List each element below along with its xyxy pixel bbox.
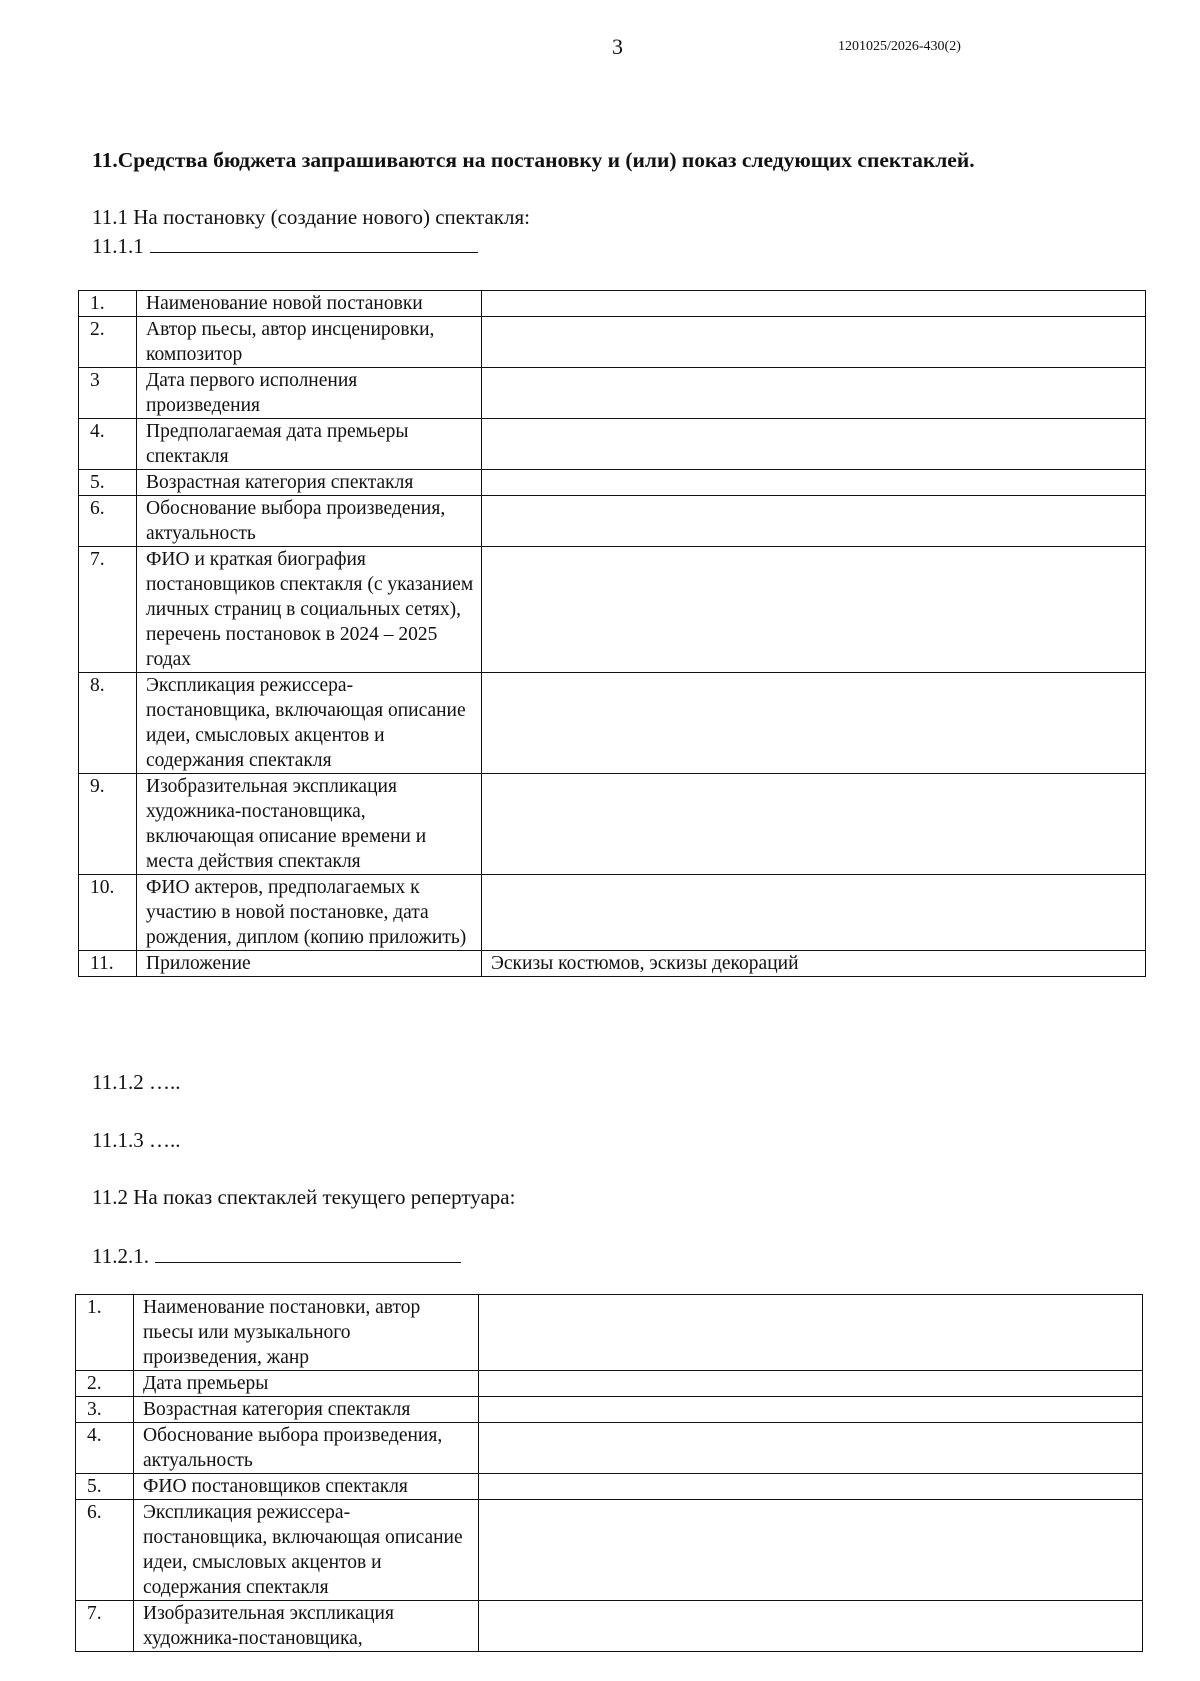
row-label: Предполагаемая дата премьеры спектакля (137, 419, 482, 470)
row-number: 1. (79, 291, 137, 317)
row-value[interactable] (482, 875, 1146, 951)
row-label: ФИО и краткая биография постановщиков спектакля (с указанием личных страниц в социальных сетях), перечень постановок в 2024 – 2025 годах (137, 547, 482, 673)
table-row (79, 291, 1146, 317)
section-heading: 11.Средства бюджета запрашиваются на постановку и (или) показ следующих спектаклей. (92, 148, 975, 172)
row-label: Приложение (137, 951, 482, 977)
table-row (79, 875, 1146, 951)
row-label: Изобразительная экспликация художника-постановщика, (134, 1601, 479, 1652)
row-value[interactable] (479, 1371, 1143, 1397)
item-11-1-3: 11.1.3 ….. (92, 1128, 181, 1152)
row-number: 3. (76, 1397, 134, 1423)
table-row (79, 496, 1146, 547)
row-label: ФИО постановщиков спектакля (134, 1474, 479, 1500)
row-label: Наименование новой постановки (137, 291, 482, 317)
row-number: 4. (79, 419, 137, 470)
item-11-2-1 (92, 1243, 461, 1269)
row-value[interactable] (482, 317, 1146, 368)
table-row (79, 368, 1146, 419)
item-11-1-1 (92, 233, 478, 259)
row-number: 6. (79, 496, 137, 547)
table-row (76, 1601, 1143, 1652)
row-number: 3 (79, 368, 137, 419)
row-number: 5. (76, 1474, 134, 1500)
table-row (79, 673, 1146, 774)
document-id: 1201025/2026-430(2) (838, 39, 961, 54)
table-row (76, 1371, 1143, 1397)
table-row (76, 1500, 1143, 1601)
row-number: 11. (79, 951, 137, 977)
row-label: Дата премьеры (134, 1371, 479, 1397)
row-value[interactable] (482, 470, 1146, 496)
row-value[interactable] (479, 1500, 1143, 1601)
item-label: 11.1.1 (92, 234, 144, 258)
table-row (79, 470, 1146, 496)
row-label: Обоснование выбора произведения, актуальность (134, 1423, 479, 1474)
row-value[interactable] (482, 419, 1146, 470)
table-row (76, 1397, 1143, 1423)
row-label: Наименование постановки, автор пьесы или музыкального произведения, жанр (134, 1295, 479, 1371)
row-label: Автор пьесы, автор инсценировки, композитор (137, 317, 482, 368)
row-number: 4. (76, 1423, 134, 1474)
table-row (76, 1423, 1143, 1474)
section-11-2-title: 11.2 На показ спектаклей текущего репертуара: (92, 1185, 516, 1209)
row-label: Изобразительная экспликация художника-постановщика, включающая описание времени и места действия спектакля (137, 774, 482, 875)
row-value[interactable] (479, 1474, 1143, 1500)
page-number: 3 (612, 34, 623, 59)
row-number: 8. (79, 673, 137, 774)
row-label: Возрастная категория спектакля (137, 470, 482, 496)
table-row (79, 951, 1146, 977)
row-number: 7. (79, 547, 137, 673)
table-row (76, 1474, 1143, 1500)
table-row (79, 419, 1146, 470)
row-number: 1. (76, 1295, 134, 1371)
row-value[interactable] (479, 1423, 1143, 1474)
row-value[interactable] (482, 774, 1146, 875)
item-label: 11.2.1. (92, 1244, 149, 1268)
section-11-1-title: 11.1 На постановку (создание нового) спектакля: (92, 205, 530, 229)
item-11-1-2: 11.1.2 ….. (92, 1070, 181, 1094)
table-row (79, 317, 1146, 368)
row-value[interactable] (482, 547, 1146, 673)
row-label: Дата первого исполнения произведения (137, 368, 482, 419)
row-value[interactable] (479, 1397, 1143, 1423)
table-row (76, 1295, 1143, 1371)
row-number: 9. (79, 774, 137, 875)
row-label: ФИО актеров, предполагаемых к участию в новой постановке, дата рождения, диплом (копию приложить) (137, 875, 482, 951)
row-label: Экспликация режиссера-постановщика, включающая описание идеи, смысловых акцентов и содержания спектакля (137, 673, 482, 774)
row-value[interactable] (479, 1295, 1143, 1371)
row-number: 5. (79, 470, 137, 496)
blank-line (155, 1243, 461, 1263)
row-value[interactable] (479, 1601, 1143, 1652)
row-value[interactable]: Эскизы костюмов, эскизы декораций (482, 951, 1146, 977)
table-current-repertoire (75, 1294, 1143, 1652)
row-number: 7. (76, 1601, 134, 1652)
table-row (79, 774, 1146, 875)
table-new-production (78, 290, 1146, 977)
row-number: 2. (79, 317, 137, 368)
row-value[interactable] (482, 496, 1146, 547)
row-value[interactable] (482, 368, 1146, 419)
row-number: 10. (79, 875, 137, 951)
row-number: 6. (76, 1500, 134, 1601)
row-value[interactable] (482, 291, 1146, 317)
row-label: Экспликация режиссера-постановщика, включающая описание идеи, смысловых акцентов и содержания спектакля (134, 1500, 479, 1601)
row-label: Возрастная категория спектакля (134, 1397, 479, 1423)
table-row (79, 547, 1146, 673)
row-label: Обоснование выбора произведения, актуальность (137, 496, 482, 547)
row-value[interactable] (482, 673, 1146, 774)
row-number: 2. (76, 1371, 134, 1397)
blank-line (150, 233, 478, 253)
